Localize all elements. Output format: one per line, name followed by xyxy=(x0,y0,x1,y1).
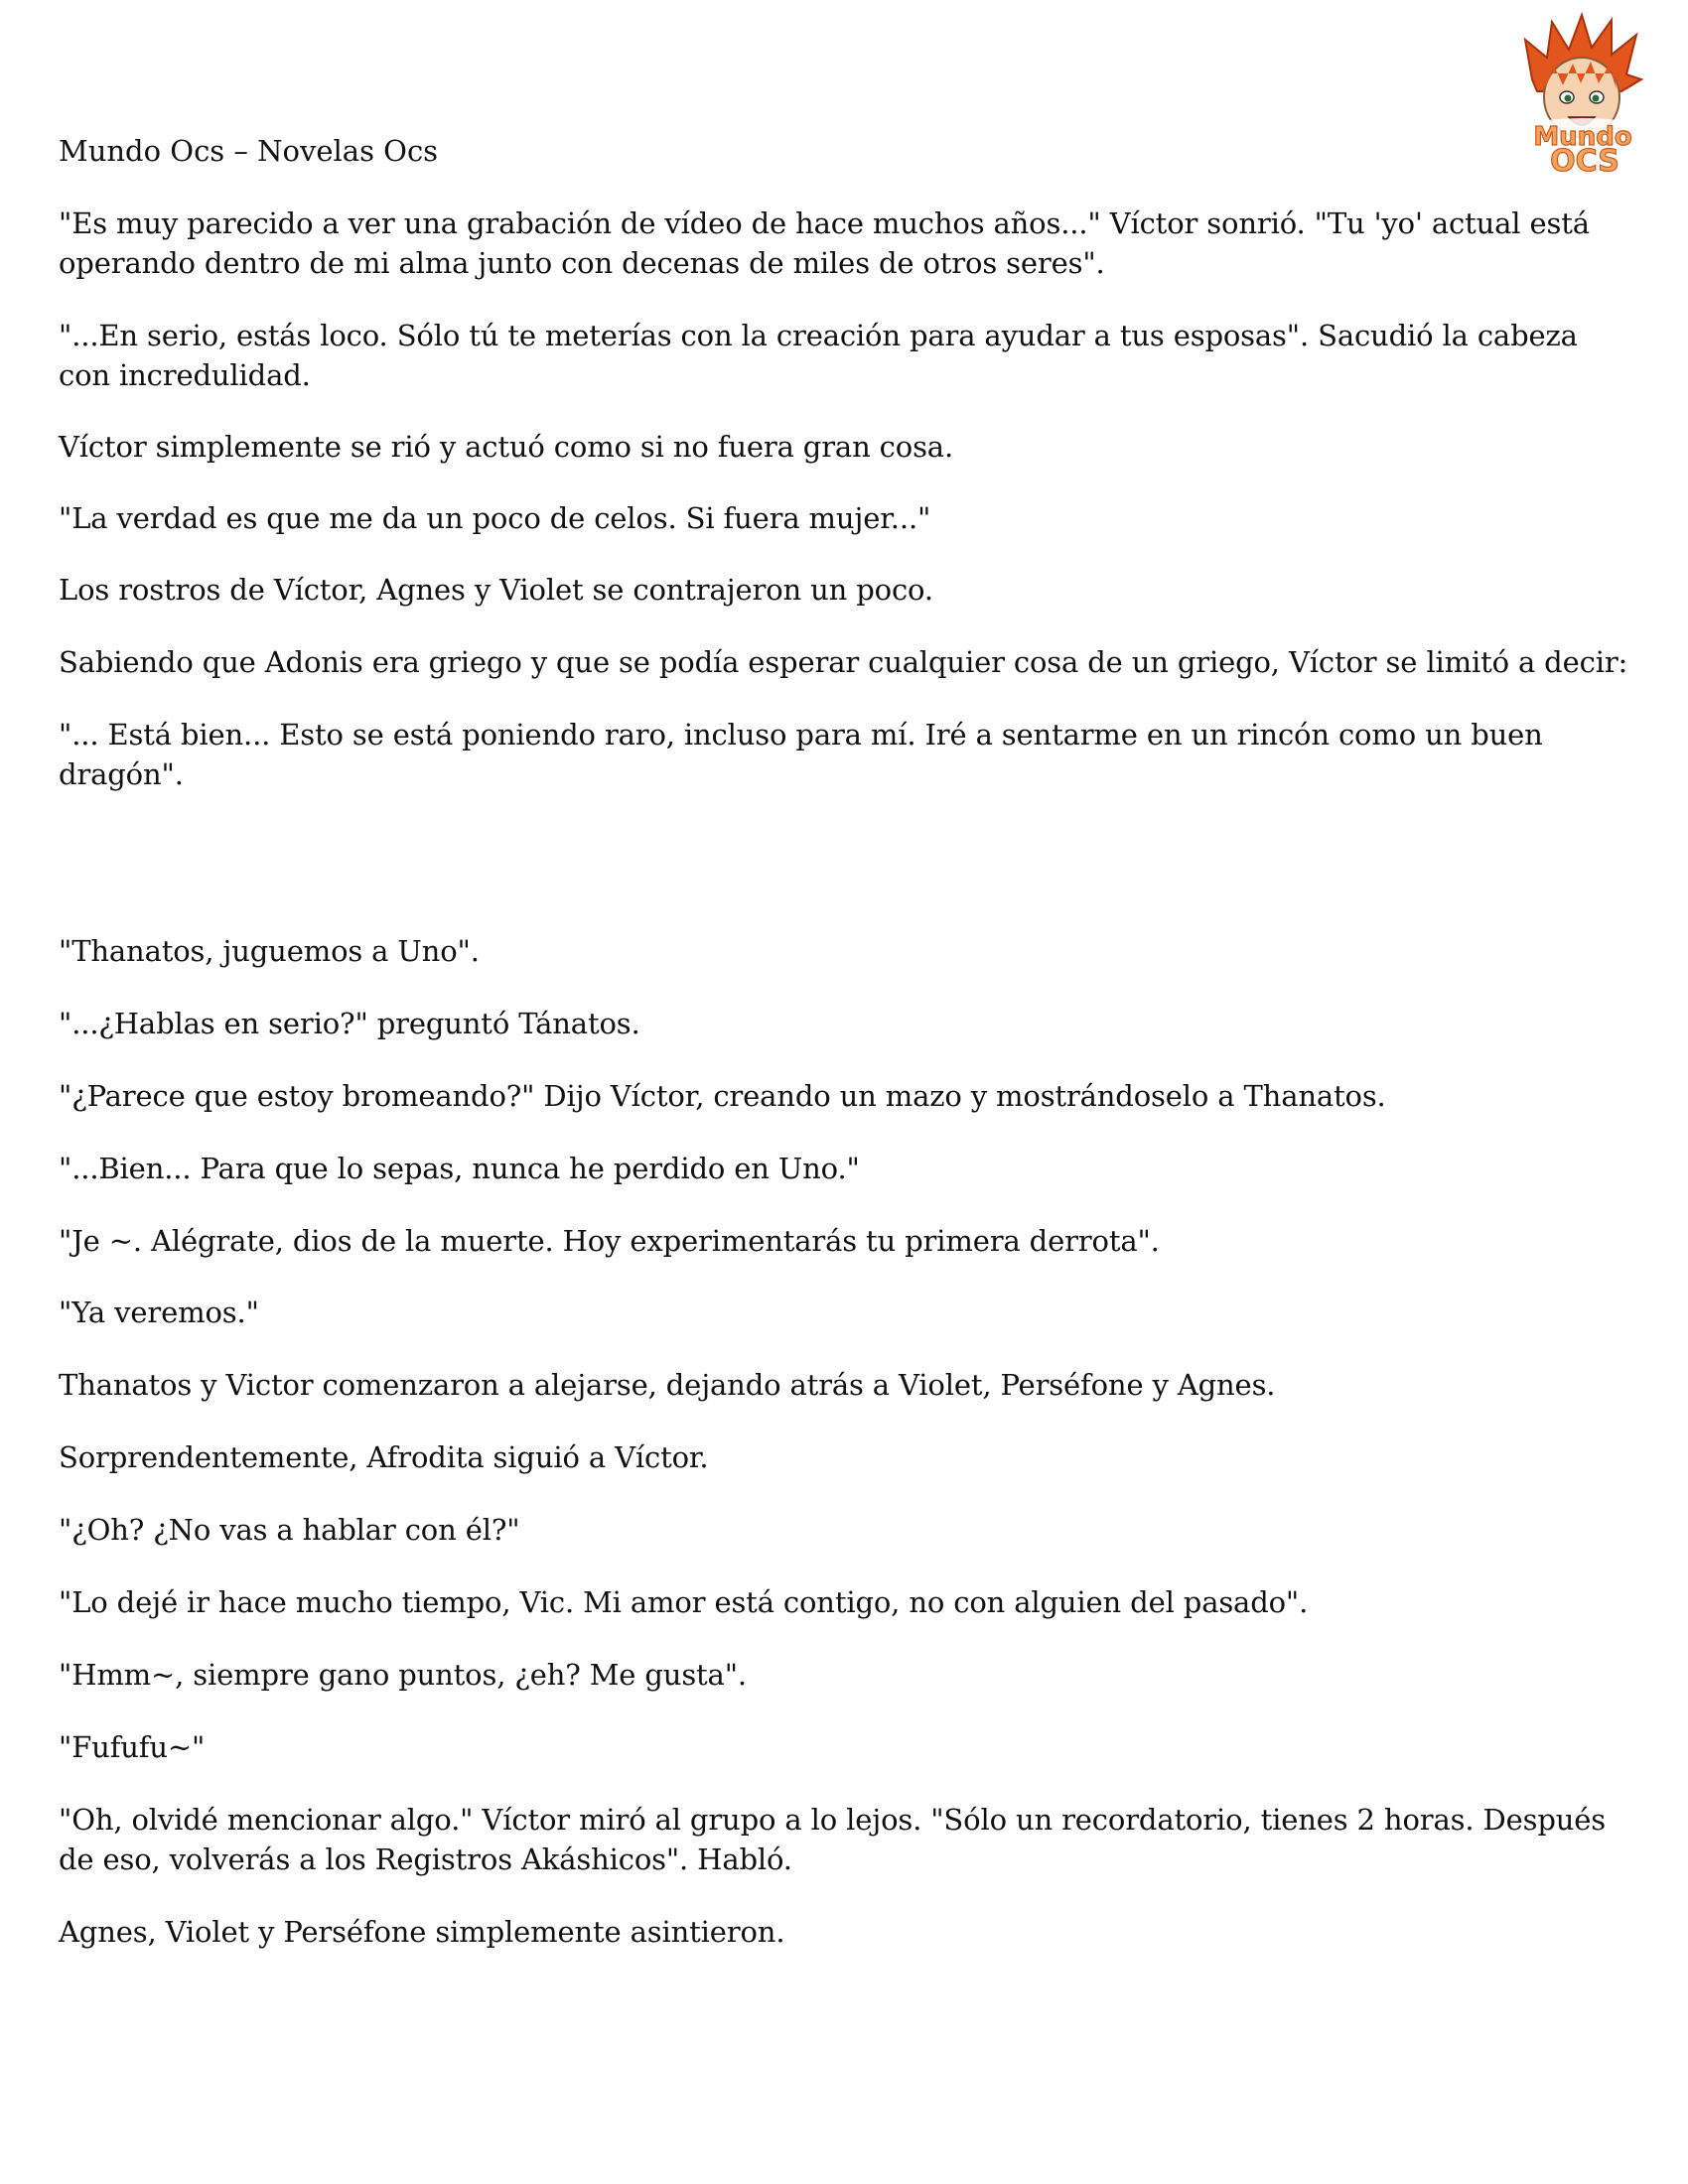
paragraph: "Lo dejé ir hace mucho tiempo, Vic. Mi amor está contigo, no con alguien del pasado". xyxy=(59,1585,1309,1619)
paragraph: "¿Parece que estoy bromeando?" Dijo Víctor, creando un mazo y mostrándoselo a Thanatos. xyxy=(59,1079,1386,1113)
paragraph: "...En serio, estás loco. Sólo tú te meterías con la creación para ayudar a tus esposas". Sacudió la cabeza con incredulidad. xyxy=(59,319,1578,392)
logo-text-mundo: Mundo xyxy=(1533,122,1632,152)
paragraph: "...¿Hablas en serio?" preguntó Tánatos. xyxy=(59,1007,640,1040)
paragraph: Sabiendo que Adonis era griego y que se podía esperar cualquier cosa de un griego, Víctor se limitó a decir: xyxy=(59,645,1628,679)
paragraph: "Fufufu~" xyxy=(59,1730,206,1764)
source-header: Mundo Ocs – Novelas Ocs xyxy=(59,134,439,168)
paragraph: "La verdad es que me da un poco de celos. Si fuera mujer..." xyxy=(59,501,931,535)
paragraph: Agnes, Violet y Perséfone simplemente asintieron. xyxy=(59,1915,785,1949)
logo-text-ocs: OCS xyxy=(1550,144,1619,179)
paragraph: "Thanatos, juguemos a Uno". xyxy=(59,934,480,968)
paragraph: "Oh, olvidé mencionar algo." Víctor miró al grupo a lo lejos. "Sólo un recordatorio, tienes 2 horas. Después de eso, volverás a los Registros Akáshicos". Habló. xyxy=(59,1803,1607,1876)
mundo-ocs-logo xyxy=(1497,10,1666,179)
paragraph: "Hmm~, siempre gano puntos, ¿eh? Me gusta". xyxy=(59,1658,747,1692)
paragraph: "... Está bien... Esto se está poniendo raro, incluso para mí. Iré a sentarme en un rincón como un buen dragón". xyxy=(59,718,1543,791)
paragraph: "Je ~. Alégrate, dios de la muerte. Hoy experimentarás tu primera derrota". xyxy=(59,1224,1160,1258)
paragraph: Víctor simplemente se rió y actuó como si no fuera gran cosa. xyxy=(59,430,954,464)
paragraph: "¿Oh? ¿No vas a hablar con él?" xyxy=(59,1513,520,1547)
paragraph: "...Bien... Para que lo sepas, nunca he perdido en Uno." xyxy=(59,1152,860,1185)
paragraph: Thanatos y Victor comenzaron a alejarse, dejando atrás a Violet, Perséfone y Agnes. xyxy=(59,1368,1276,1402)
paragraph: "Ya veremos." xyxy=(59,1296,259,1329)
paragraph: Sorprendentemente, Afrodita siguió a Víctor. xyxy=(59,1440,709,1474)
paragraph: Los rostros de Víctor, Agnes y Violet se contrajeron un poco. xyxy=(59,573,933,607)
paragraph: "Es muy parecido a ver una grabación de vídeo de hace muchos años..." Víctor sonrió. "Tu 'yo' actual está operando dentro de mi alma junto con decenas de miles de otros seres". xyxy=(59,206,1590,280)
